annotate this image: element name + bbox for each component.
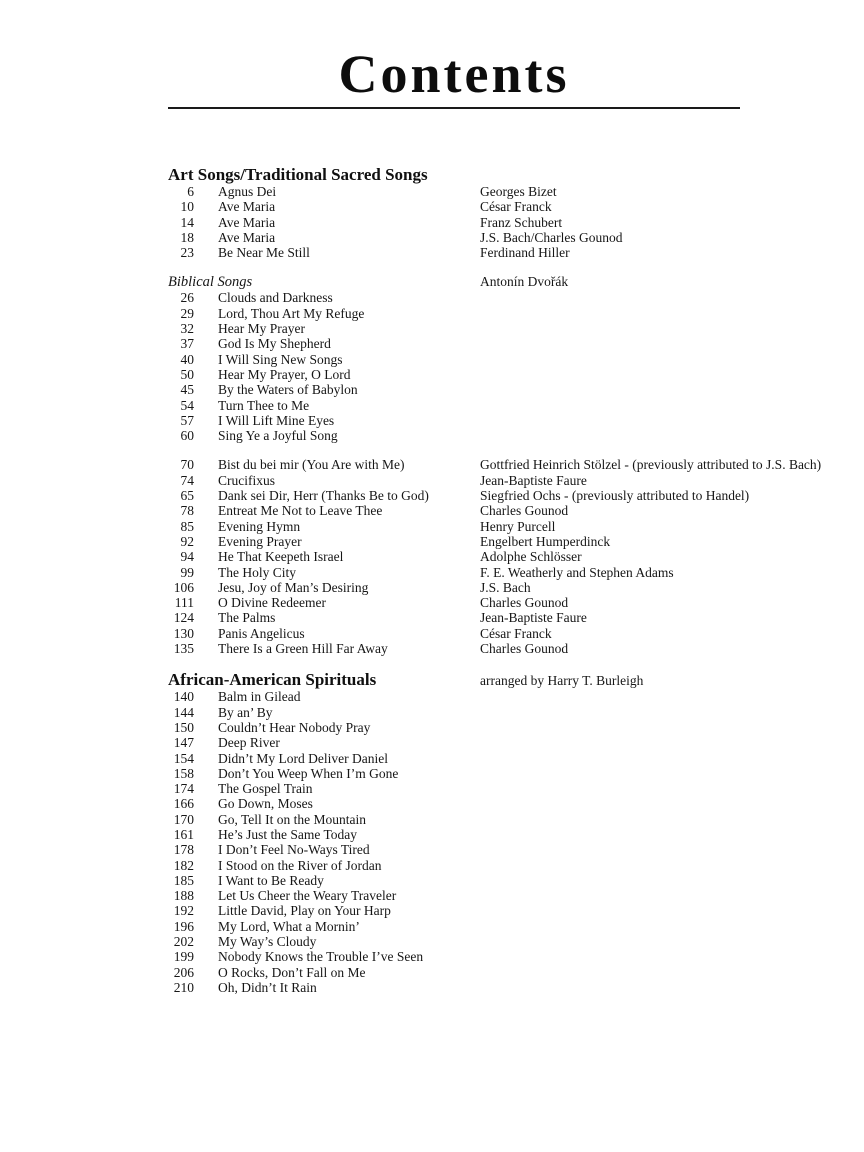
page-number: 130 [173,625,194,641]
page-number: 196 [173,918,194,934]
toc-row [168,888,740,903]
song-title: Be Near Me Still [218,245,310,261]
toc-row [168,215,740,230]
composer [480,858,740,873]
song-title: Entreat Me Not to Leave Thee [218,503,383,519]
composer [480,290,740,305]
composer [480,781,740,796]
toc-row [168,751,740,766]
page-number: 106 [173,579,194,595]
composer: J.S. Bach/Charles Gounod [480,229,623,245]
toc-section [168,274,740,443]
toc-row [168,641,740,656]
toc-row [168,428,740,443]
toc-row [168,245,740,260]
composer: Georges Bizet [480,184,557,199]
composer: Charles Gounod [480,641,569,657]
page-number: 74 [180,472,194,488]
page-number: 65 [180,488,194,504]
toc-row [168,858,740,873]
page-number: 124 [173,610,194,626]
song-title: Sing Ye a Joyful Song [218,428,338,444]
page-number: 188 [173,888,194,904]
toc-row [168,781,740,796]
composer: Henry Purcell [480,518,556,534]
page-number: 144 [173,704,194,720]
page-number: 29 [180,305,194,321]
composer [480,352,740,367]
page-number: 32 [180,321,194,337]
toc-row [168,720,740,735]
page-number: 99 [180,564,194,580]
page-title: Contents [338,44,570,104]
toc-section [168,670,740,995]
page-number: 70 [180,457,194,473]
toc-row [168,949,740,964]
song-title: Evening Hymn [218,518,301,534]
composer [480,888,740,903]
song-title: Ave Maria [218,229,276,245]
page-number: 170 [173,811,194,827]
toc-row [168,457,822,473]
song-title: I Will Lift Mine Eyes [218,412,335,428]
composer [480,949,740,964]
toc-row [168,199,740,214]
page-number: 45 [180,382,194,398]
section-heading: Biblical Songs [168,274,253,291]
song-title: O Divine Redeemer [218,595,326,611]
page-number: 174 [173,781,194,797]
page-number: 154 [173,750,194,766]
section-heading: Art Songs/Traditional Sacred Songs [168,165,428,184]
toc-row [168,565,740,580]
page-number: 158 [173,765,194,781]
composer: F. E. Weatherly and Stephen Adams [480,564,674,580]
composer [480,321,740,336]
song-title: Lord, Thou Art My Refuge [218,305,365,321]
song-title: God Is My Shepherd [218,336,331,352]
page-number: 206 [173,964,194,980]
page-number: 185 [173,872,194,888]
page-number: 57 [180,412,194,428]
composer: Jean-Baptiste Faure [480,472,587,488]
song-title: The Gospel Train [218,781,313,797]
page-number: 150 [173,719,194,735]
toc-row [168,184,740,199]
toc-row [168,919,740,934]
toc-row [168,534,740,549]
song-title: I Stood on the River of Jordan [218,857,382,873]
section-rows [168,457,822,657]
composer [480,428,740,443]
song-title: Dank sei Dir, Herr (Thanks Be to God) [218,488,429,504]
composer [480,705,740,720]
section-heading: African-American Spirituals [168,670,377,690]
page-number: 23 [180,245,194,261]
toc-row [168,306,740,321]
toc-row [168,796,740,811]
song-title: Hear My Prayer, O Lord [218,366,351,382]
section-heading-right: Antonín Dvořák [480,274,569,290]
song-title: I Will Sing New Songs [218,351,343,367]
song-title: Oh, Didn’t It Rain [218,979,317,995]
page-number: 182 [173,857,194,873]
composer: Engelbert Humperdinck [480,533,611,549]
page-number: 92 [180,533,194,549]
song-title: There Is a Green Hill Far Away [218,641,388,657]
song-title: Little David, Play on Your Harp [218,903,391,919]
toc-row [168,595,740,610]
composer [480,842,740,857]
section-rows [168,184,740,260]
composer [480,796,740,811]
composer [480,766,740,781]
page-number: 40 [180,351,194,367]
page-number: 178 [173,842,194,858]
song-title: Nobody Knows the Trouble I’ve Seen [218,949,424,965]
page-number: 10 [180,199,194,215]
song-title: Deep River [218,735,280,751]
page-number: 94 [180,549,194,565]
song-title: He That Keepeth Israel [218,549,344,565]
page-number: 50 [180,366,194,382]
song-title: Go Down, Moses [218,796,313,812]
composer [480,306,740,321]
composer [480,367,740,382]
toc-row [168,290,740,305]
page-number: 26 [180,290,194,306]
page-number: 147 [173,735,194,751]
composer: Charles Gounod [480,595,569,611]
toc-row [168,336,740,351]
toc-row [168,934,740,949]
toc-row [168,827,740,842]
composer: Gottfried Heinrich Stölzel - (previously attributed to J.S. Bach) [480,457,822,473]
composer: Siegfried Ochs - (previously attributed to Handel) [480,488,750,504]
composer [480,903,740,918]
toc-row [168,549,740,564]
song-title: Bist du bei mir (You Are with Me) [218,457,405,473]
toc-row [168,903,740,918]
song-title: Hear My Prayer [218,321,305,337]
song-title: Don’t You Weep When I’m Gone [218,765,399,781]
song-title: My Way’s Cloudy [218,934,317,950]
toc-row [168,705,740,720]
song-title: O Rocks, Don’t Fall on Me [218,964,366,980]
title-rule [168,107,740,109]
song-title: Crucifixus [218,472,275,488]
song-title: Jesu, Joy of Man’s Desiring [218,579,369,595]
page-number: 60 [180,428,194,444]
page-number: 78 [180,503,194,519]
toc-row [168,965,740,980]
composer [480,827,740,842]
composer: Jean-Baptiste Faure [480,610,587,626]
toc-row [168,321,740,336]
composer: Franz Schubert [480,214,563,230]
toc-row [168,980,740,995]
song-title: Clouds and Darkness [218,290,333,306]
page-number: 161 [173,826,194,842]
section-heading-right: arranged by Harry T. Burleigh [480,673,644,689]
composer [480,398,740,413]
page-number: 6 [187,184,194,199]
song-title: The Holy City [218,564,296,580]
page-content [168,44,822,995]
song-title: Let Us Cheer the Weary Traveler [218,888,397,904]
song-title: I Want to Be Ready [218,872,324,888]
song-title: Couldn’t Hear Nobody Pray [218,719,371,735]
toc-row [168,352,740,367]
song-title: Go, Tell It on the Mountain [218,811,367,827]
song-title: My Lord, What a Mornin’ [218,918,360,934]
toc-row [168,873,740,888]
song-title: Balm in Gilead [218,689,301,705]
composer [480,336,740,351]
composer [480,919,740,934]
composer [480,382,740,397]
page-number: 85 [180,518,194,534]
page-number: 37 [180,336,194,352]
composer [480,812,740,827]
toc-row [168,766,740,781]
song-title: By the Waters of Babylon [218,382,358,398]
page-number: 18 [180,229,194,245]
song-title: I Don’t Feel No-Ways Tired [218,842,370,858]
page-number: 140 [173,689,194,705]
toc [168,165,822,995]
song-title: He’s Just the Same Today [218,826,358,842]
song-title: By an’ By [218,704,273,720]
toc-row [168,503,740,518]
section-rows [168,290,740,443]
toc-row [168,519,740,534]
page-number: 202 [173,934,194,950]
toc-row [168,398,740,413]
toc-row [168,735,740,750]
toc-section [168,165,740,260]
song-title: Ave Maria [218,199,276,215]
page-number: 192 [173,903,194,919]
page-number: 210 [173,979,194,995]
song-title: Panis Angelicus [218,625,305,641]
toc-row [168,689,740,704]
composer [480,413,740,428]
song-title: Didn’t My Lord Deliver Daniel [218,750,388,766]
composer: Ferdinand Hiller [480,245,570,261]
song-title: Evening Prayer [218,533,302,549]
toc-row [168,610,740,625]
page-number: 54 [180,397,194,413]
toc-row [168,230,740,245]
composer [480,720,740,735]
song-title: Agnus Dei [218,184,277,199]
section-heading-row [168,670,740,689]
toc-row [168,812,740,827]
toc-row [168,842,740,857]
toc-row [168,413,740,428]
composer: Charles Gounod [480,503,569,519]
toc-row [168,580,740,595]
composer [480,873,740,888]
toc-row [168,626,740,641]
song-title: Turn Thee to Me [218,397,310,413]
song-title: The Palms [218,610,276,626]
toc-section [168,457,822,657]
page-number: 111 [174,595,194,611]
toc-row [168,473,740,488]
composer [480,735,740,750]
composer [480,965,740,980]
page-number: 166 [173,796,194,812]
section-heading-row [168,274,740,290]
toc-row [168,382,740,397]
section-rows [168,689,740,995]
composer [480,934,740,949]
song-title: Ave Maria [218,214,276,230]
toc-row [168,488,750,504]
composer [480,751,740,766]
page-number: 135 [173,641,194,657]
title-block [168,46,740,109]
composer: J.S. Bach [480,579,531,595]
composer [480,980,740,995]
toc-row [168,367,740,382]
composer [480,689,740,704]
composer: César Franck [480,625,552,641]
composer: César Franck [480,199,552,215]
composer: Adolphe Schlösser [480,549,582,565]
page-number: 14 [180,214,194,230]
section-heading-row [168,165,740,184]
page-number: 199 [173,949,194,965]
